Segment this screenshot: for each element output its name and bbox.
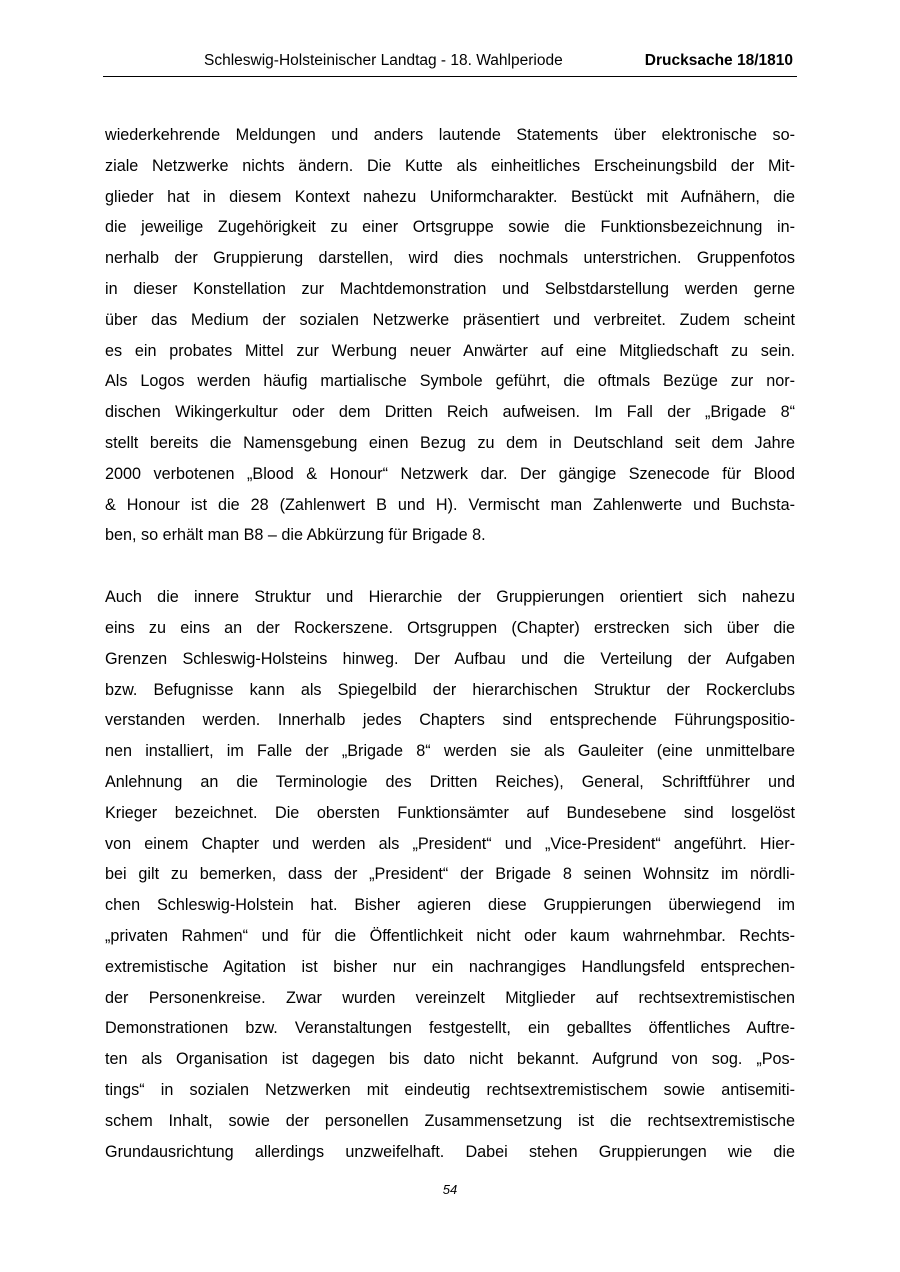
text-line: der Personenkreise. Zwar wurden vereinzelt Mitglieder auf rechtsextremistischen bbox=[105, 988, 795, 1007]
text-line: Als Logos werden häufig martialische Symbole geführt, die oftmals Bezüge zur nor- bbox=[105, 372, 795, 391]
text-line: & Honour ist die 28 (Zahlenwert B und H). Vermischt man Zahlenwerte und Buchsta- bbox=[105, 495, 795, 514]
text-line: extremistische Agitation ist bisher nur ein nachrangiges Handlungsfeld entsprechen- bbox=[105, 957, 795, 976]
text-line: es ein probates Mittel zur Werbung neuer Anwärter auf eine Mitgliedschaft zu sein. bbox=[105, 341, 795, 360]
text-line: glieder hat in diesem Kontext nahezu Uniformcharakter. Bestückt mit Aufnähern, die bbox=[105, 187, 795, 206]
text-line: die jeweilige Zugehörigkeit zu einer Ortsgruppe sowie die Funktionsbezeichnung in- bbox=[105, 218, 795, 237]
text-line: bzw. Befugnisse kann als Spiegelbild der hierarchischen Struktur der Rockerclubs bbox=[105, 680, 795, 699]
text-line: nerhalb der Gruppierung darstellen, wird dies nochmals unterstrichen. Gruppenfotos bbox=[105, 249, 795, 268]
text-line: eins zu eins an der Rockerszene. Ortsgruppen (Chapter) erstrecken sich über die bbox=[105, 618, 795, 637]
text-line: ziale Netzwerke nichts ändern. Die Kutte als einheitliches Erscheinungsbild der Mit- bbox=[105, 156, 795, 175]
text-line: Anlehnung an die Terminologie des Dritten Reiches), General, Schriftführer und bbox=[105, 772, 795, 791]
paragraph-2 bbox=[105, 582, 795, 1167]
text-line: Demonstrationen bzw. Veranstaltungen festgestellt, ein geballtes öffentliches Auftre- bbox=[105, 1019, 795, 1038]
text-line: von einem Chapter und werden als „President“ und „Vice-President“ angeführt. Hier- bbox=[105, 834, 795, 853]
text-line: in dieser Konstellation zur Machtdemonstration und Selbstdarstellung werden gerne bbox=[105, 279, 795, 298]
text-line: Auch die innere Struktur und Hierarchie der Gruppierungen orientiert sich nahezu bbox=[105, 588, 795, 607]
text-line: nen installiert, im Falle der „Brigade 8“ werden sie als Gauleiter (eine unmittelbare bbox=[105, 742, 795, 761]
text-line: tings“ in sozialen Netzwerken mit eindeutig rechtsextremistischem sowie antisemiti- bbox=[105, 1080, 795, 1099]
text-line: schem Inhalt, sowie der personellen Zusammensetzung ist die rechtsextremistische bbox=[105, 1111, 795, 1130]
header-title: Schleswig-Holsteinischer Landtag - 18. Wahlperiode bbox=[204, 52, 563, 69]
page-number: 54 bbox=[442, 1182, 458, 1197]
text-line: dischen Wikingerkultur oder dem Dritten Reich aufweisen. Im Fall der „Brigade 8“ bbox=[105, 403, 795, 422]
page-content bbox=[105, 120, 795, 1167]
page-header bbox=[103, 48, 797, 77]
text-line: über das Medium der sozialen Netzwerke präsentiert und verbreitet. Zudem scheint bbox=[105, 310, 795, 329]
document-number: Drucksache 18/1810 bbox=[644, 52, 793, 69]
paragraph-1 bbox=[105, 120, 795, 551]
text-line: ben, so erhält man B8 – die Abkürzung für Brigade 8. bbox=[105, 526, 486, 545]
text-line: Grenzen Schleswig-Holsteins hinweg. Der Aufbau und die Verteilung der Aufgaben bbox=[105, 649, 795, 668]
text-line: stellt bereits die Namensgebung einen Bezug zu dem in Deutschland seit dem Jahre bbox=[105, 433, 795, 452]
text-line: bei gilt zu bemerken, dass der „President“ der Brigade 8 seinen Wohnsitz im nördli- bbox=[105, 865, 795, 884]
text-line: chen Schleswig-Holstein hat. Bisher agieren diese Gruppierungen überwiegend im bbox=[105, 896, 795, 915]
text-line: ten als Organisation ist dagegen bis dato nicht bekannt. Aufgrund von sog. „Pos- bbox=[105, 1050, 795, 1069]
paragraph-gap bbox=[105, 551, 795, 582]
text-line: 2000 verbotenen „Blood & Honour“ Netzwerk dar. Der gängige Szenecode für Blood bbox=[105, 464, 795, 483]
text-line: wiederkehrende Meldungen und anders lautende Statements über elektronische so- bbox=[105, 126, 795, 144]
text-line: verstanden werden. Innerhalb jedes Chapters sind entsprechende Führungspositio- bbox=[105, 711, 795, 730]
text-line: „privaten Rahmen“ und für die Öffentlichkeit nicht oder kaum wahrnehmbar. Rechts- bbox=[105, 926, 795, 945]
text-line: Grundausrichtung allerdings unzweifelhaft. Dabei stehen Gruppierungen wie die bbox=[105, 1142, 795, 1161]
text-line: Krieger bezeichnet. Die obersten Funktionsämter auf Bundesebene sind losgelöst bbox=[105, 803, 795, 822]
